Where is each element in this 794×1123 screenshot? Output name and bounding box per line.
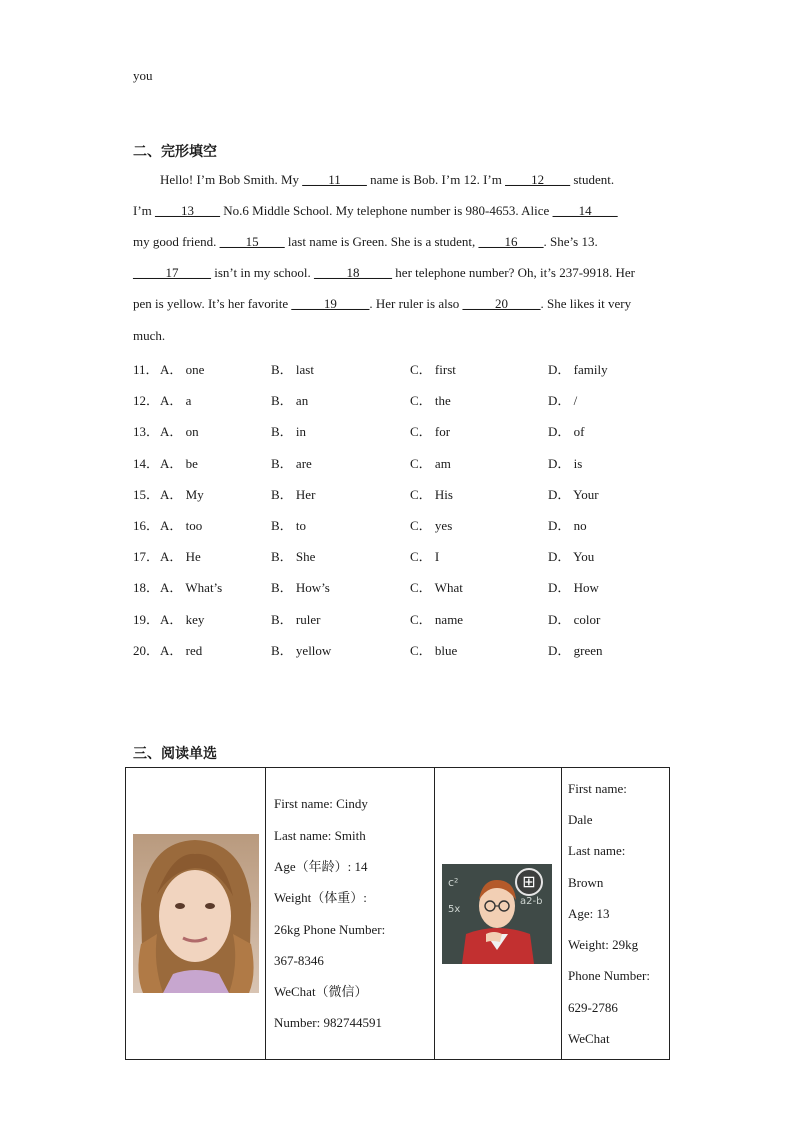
passage-text: . Her ruler is also [369, 296, 463, 311]
svg-text:5x: 5x [448, 904, 461, 915]
option-c: C． am [410, 455, 451, 471]
option-b: B． She [271, 549, 316, 565]
question-number: 20． [133, 642, 160, 658]
passage-text: name is Bob. I’m 12. I’m [366, 172, 506, 187]
profile-line: Age: 13 [568, 905, 610, 921]
profile-line: Age（年龄）: 14 [274, 858, 368, 874]
option-c: C． What [410, 580, 463, 596]
option-a: A． on [160, 424, 199, 440]
option-b: B． How’s [271, 580, 330, 596]
option-a: A． My [160, 486, 204, 502]
passage-text: pen is yellow. It’s her favorite [133, 296, 292, 311]
option-d: D． How [548, 580, 599, 596]
profile-text-dale [562, 773, 669, 1055]
option-d: D． Your [548, 486, 599, 502]
option-d: D． of [548, 424, 585, 440]
option-d: D． family [548, 362, 608, 377]
blank-field: ____11____ [302, 172, 367, 187]
option-d: D． is [548, 455, 583, 471]
option-a: A． a [160, 393, 192, 409]
passage-text: last name is Green. She is a student, [284, 234, 479, 249]
option-b: B． last [271, 362, 314, 377]
passage-text: much. [133, 328, 166, 343]
photo-cell-cindy [126, 768, 266, 1060]
passage-line [133, 234, 598, 250]
profile-line: Weight: 29kg [568, 937, 639, 953]
profile-line: Number: 982744591 [274, 1015, 382, 1031]
profile-line: First name: [568, 780, 627, 796]
section-heading-reading: 三、阅读单选 [133, 746, 217, 762]
profile-line: 26kg Phone Number: [274, 921, 386, 937]
profile-line: Last name: [568, 843, 626, 859]
option-b: B． ruler [271, 611, 321, 627]
passage-line [160, 172, 614, 188]
question-number: 16． [133, 518, 160, 533]
passage-text: her telephone number? Oh, it’s 237-9918. Her [392, 265, 636, 280]
profile-table [125, 767, 670, 1060]
blank-field: ____14____ [552, 203, 618, 218]
profile-line: Phone Number: [568, 968, 650, 984]
option-c: C． the [410, 393, 451, 409]
passage-line [133, 265, 635, 281]
option-c: C． first [410, 362, 456, 377]
profile-line: Last name: Smith [274, 827, 366, 843]
question-number: 13． [133, 424, 160, 440]
add-to-collection-icon[interactable]: ⊞ [515, 868, 543, 896]
profile-line: 367-8346 [274, 952, 324, 968]
option-a: A． too [160, 518, 203, 533]
option-b: B． Her [271, 486, 316, 502]
profile-line: Brown [568, 874, 604, 890]
girl-photo [133, 834, 259, 993]
profile-line: Dale [568, 811, 593, 827]
passage-text: Hello! I’m Bob Smith. My [160, 172, 303, 187]
passage-text: I’m [133, 203, 156, 218]
option-b: B． in [271, 424, 307, 440]
profile-text-cindy [266, 788, 434, 1038]
option-d: D． no [548, 518, 587, 533]
profile-line: 629-2786 [568, 999, 618, 1015]
question-number: 14． [133, 455, 160, 471]
passage-line [133, 328, 165, 344]
question-number: 12． [133, 393, 160, 409]
option-a: A． be [160, 455, 198, 471]
blank-field: ____13____ [155, 203, 221, 218]
option-a: A． What’s [160, 580, 223, 596]
question-number: 18． [133, 580, 160, 596]
option-d: D． / [548, 393, 578, 409]
profile-line: First name: Cindy [274, 796, 368, 812]
passage-text: . She likes it very [540, 296, 632, 311]
blank-field: ____15____ [219, 234, 285, 249]
option-c: C． blue [410, 642, 458, 658]
question-number: 15． [133, 486, 160, 502]
passage-line [133, 203, 618, 219]
section-heading-cloze: 二、完形填空 [133, 144, 217, 160]
option-a: A． one [160, 362, 205, 377]
option-a: A． red [160, 642, 203, 658]
option-d: D． color [548, 611, 601, 627]
blank-field: ____12____ [505, 172, 571, 187]
passage-text: . She’s 13. [543, 234, 598, 249]
profile-line: WeChat（微信） [274, 984, 368, 1000]
question-number: 11． [133, 362, 159, 377]
option-c: C． for [410, 424, 451, 440]
page-fragment-text: you [133, 68, 153, 83]
option-a: A． He [160, 549, 201, 565]
profile-cell-cindy [266, 768, 435, 1060]
option-c: C． name [410, 611, 464, 627]
option-b: B． an [271, 393, 309, 409]
option-a: A． key [160, 611, 205, 627]
option-b: B． yellow [271, 642, 332, 658]
blank-field: _____17_____ [133, 265, 211, 280]
blank-field: _____18_____ [314, 265, 393, 280]
profile-line: Weight（体重）: [274, 890, 367, 906]
option-c: C． I [410, 549, 440, 565]
profile-cell-dale [562, 768, 670, 1060]
passage-line [133, 296, 631, 312]
option-c: C． His [410, 486, 453, 502]
question-number: 17． [133, 549, 160, 565]
profile-line: WeChat [568, 1031, 610, 1047]
passage-text: my good friend. [133, 234, 220, 249]
blank-field: _____20_____ [462, 296, 541, 311]
option-d: D． You [548, 549, 595, 565]
passage-text: isn’t in my school. [211, 265, 315, 280]
option-b: B． to [271, 518, 307, 533]
passage-text: No.6 Middle School. My telephone number is 980-4653. Alice [220, 203, 553, 218]
svg-text:a2-b: a2-b [520, 896, 543, 907]
option-c: C． yes [410, 518, 453, 533]
option-d: D． green [548, 642, 603, 658]
option-b: B． are [271, 455, 312, 471]
blank-field: _____19_____ [291, 296, 370, 311]
svg-text:c²: c² [448, 876, 459, 889]
passage-text: student. [570, 172, 615, 187]
photo-cell-dale [435, 768, 562, 1060]
question-number: 19． [133, 611, 160, 627]
blank-field: ____16____ [478, 234, 544, 249]
